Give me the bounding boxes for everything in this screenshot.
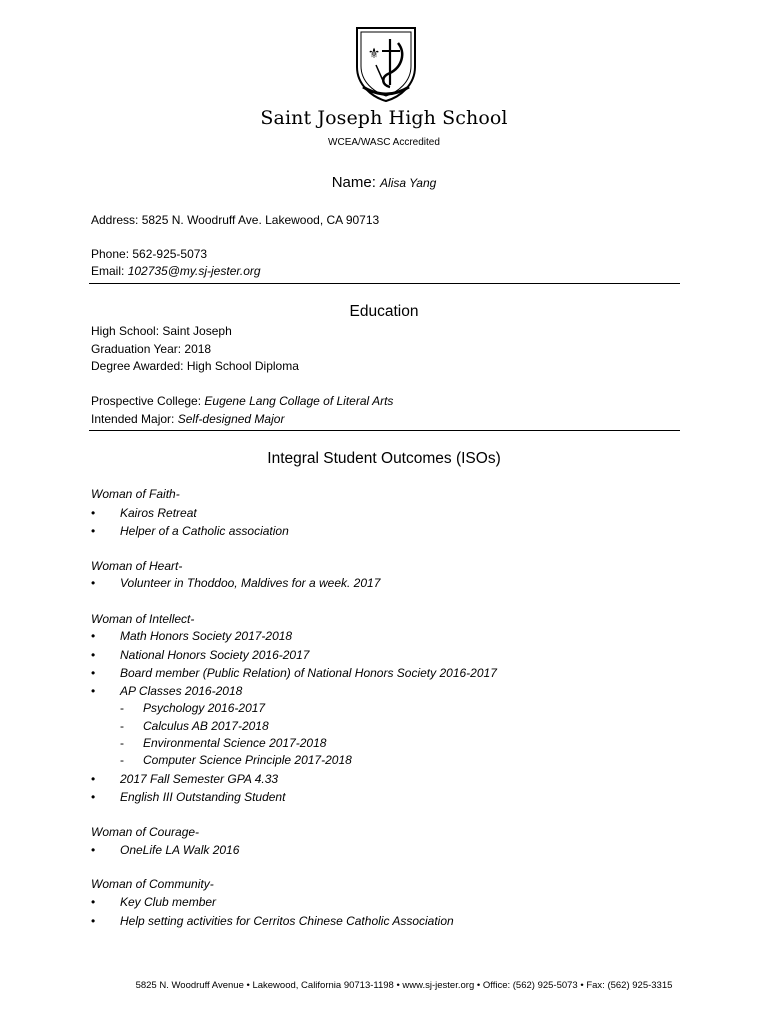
high-school-label: High School: bbox=[91, 324, 163, 338]
email-value[interactable]: 102735@my.sj-jester.org bbox=[127, 264, 261, 278]
phone-line bbox=[91, 247, 207, 261]
courage-heading: Woman of Courage- bbox=[91, 825, 200, 839]
name-line bbox=[0, 174, 768, 191]
faith-heading: Woman of Faith- bbox=[91, 487, 180, 501]
dash: - bbox=[120, 719, 124, 733]
bullet: • bbox=[91, 524, 96, 538]
bullet: • bbox=[91, 790, 96, 804]
degree-value: High School Diploma bbox=[186, 359, 299, 373]
bullet: • bbox=[91, 576, 96, 590]
address-line bbox=[91, 213, 379, 227]
divider bbox=[89, 430, 680, 431]
school-crest-logo bbox=[354, 25, 418, 103]
isos-title: Integral Student Outcomes (ISOs) bbox=[267, 450, 501, 467]
intended-major-line bbox=[91, 412, 284, 426]
high-school-value: Saint Joseph bbox=[162, 324, 232, 338]
resume-page: ⚜ Saint Joseph High School WCEA/WASC Accredited Name: Alisa Yang Address: 5825 N. Woodruff Ave. Lakewood, CA 90713 Phone: 562-925-5073 Email: 102735@my.sj-jester.org Education High School: Saint Joseph Graduation Year: 2018 Degree Awarded: High School Diploma Prospective College: Eugene Lang Collage of Literal Arts Intended Major: Self-designed Major Integral Student Outcomes (ISOs) Woman of Faith- • Kairos Retreat • Helper of a Catholic association Woman of Heart- • Volunteer in Thoddoo, Maldives for a week. 2017 Woman of Intellect- • Math Honors Society 2017-2018 • National Honors Society 2016-2017 • Board member (Public Relation) of National Honors Society 2016-2017 • AP Classes 2016-2018 - Psychology 2016-2017 - Calculus AB 2017-2018 - Environmental Science 2017-2018 - Computer Science Principle 2017-2018 • 2017 Fall Semester GPA 4.33 • English III Outstanding Student Woman of Courage- • OneLife LA Walk 2016 Woman of Community- • Key Club member • Help setting activities for Cerritos Chinese Catholic Association 5825 N. Woodruff Avenue • Lakewood, California 90713-1198 • www.sj-jester.org • Office: (562) 925-5073 • Fax: (562) 925-3315 bbox=[0, 0, 768, 1024]
bullet: • bbox=[91, 772, 96, 786]
bullet: • bbox=[91, 843, 96, 857]
school-name: Saint Joseph High School bbox=[260, 107, 508, 129]
phone-value: 562-925-5073 bbox=[132, 247, 208, 261]
dash: - bbox=[120, 736, 124, 750]
heart-heading: Woman of Heart- bbox=[91, 559, 183, 573]
bullet: • bbox=[91, 629, 96, 643]
bullet: • bbox=[91, 648, 96, 662]
footer-contact: 5825 N. Woodruff Avenue • Lakewood, California 90713-1198 • www.sj-jester.org • Office: (562) 925-5073 • Fax: (562) 925-3315 bbox=[135, 980, 673, 991]
dash: - bbox=[120, 701, 124, 715]
email-label: Email: bbox=[91, 264, 128, 278]
major-label: Intended Major: bbox=[91, 412, 178, 426]
graduation-year-line bbox=[91, 342, 211, 356]
email-line bbox=[91, 264, 261, 278]
address-label: Address: bbox=[91, 213, 142, 227]
college-label: Prospective College: bbox=[91, 394, 205, 408]
high-school-line bbox=[91, 324, 232, 338]
bullet: • bbox=[91, 666, 96, 680]
bullet: • bbox=[91, 914, 96, 928]
graduation-year-value: 2018 bbox=[184, 342, 212, 356]
degree-label: Degree Awarded: bbox=[91, 359, 187, 373]
bullet: • bbox=[91, 684, 96, 698]
education-title: Education bbox=[349, 303, 419, 320]
address-value: 5825 N. Woodruff Ave. Lakewood, CA 90713 bbox=[141, 213, 380, 227]
bullet: • bbox=[91, 506, 96, 520]
intellect-heading: Woman of Intellect- bbox=[91, 612, 195, 626]
prospective-college-line bbox=[91, 394, 393, 408]
dash: - bbox=[120, 753, 124, 767]
name-value: Alisa Yang bbox=[380, 176, 437, 190]
community-heading: Woman of Community- bbox=[91, 877, 214, 891]
graduation-year-label: Graduation Year: bbox=[91, 342, 185, 356]
phone-label: Phone: bbox=[91, 247, 133, 261]
divider bbox=[89, 283, 680, 284]
svg-text:⚜: ⚜ bbox=[367, 46, 381, 62]
major-value: Self-designed Major bbox=[177, 412, 285, 426]
name-label: Name: bbox=[331, 174, 376, 191]
degree-line bbox=[91, 359, 299, 373]
accreditation-text: WCEA/WASC Accredited bbox=[328, 137, 440, 148]
college-value: Eugene Lang Collage of Literal Arts bbox=[204, 394, 394, 408]
bullet: • bbox=[91, 895, 96, 909]
